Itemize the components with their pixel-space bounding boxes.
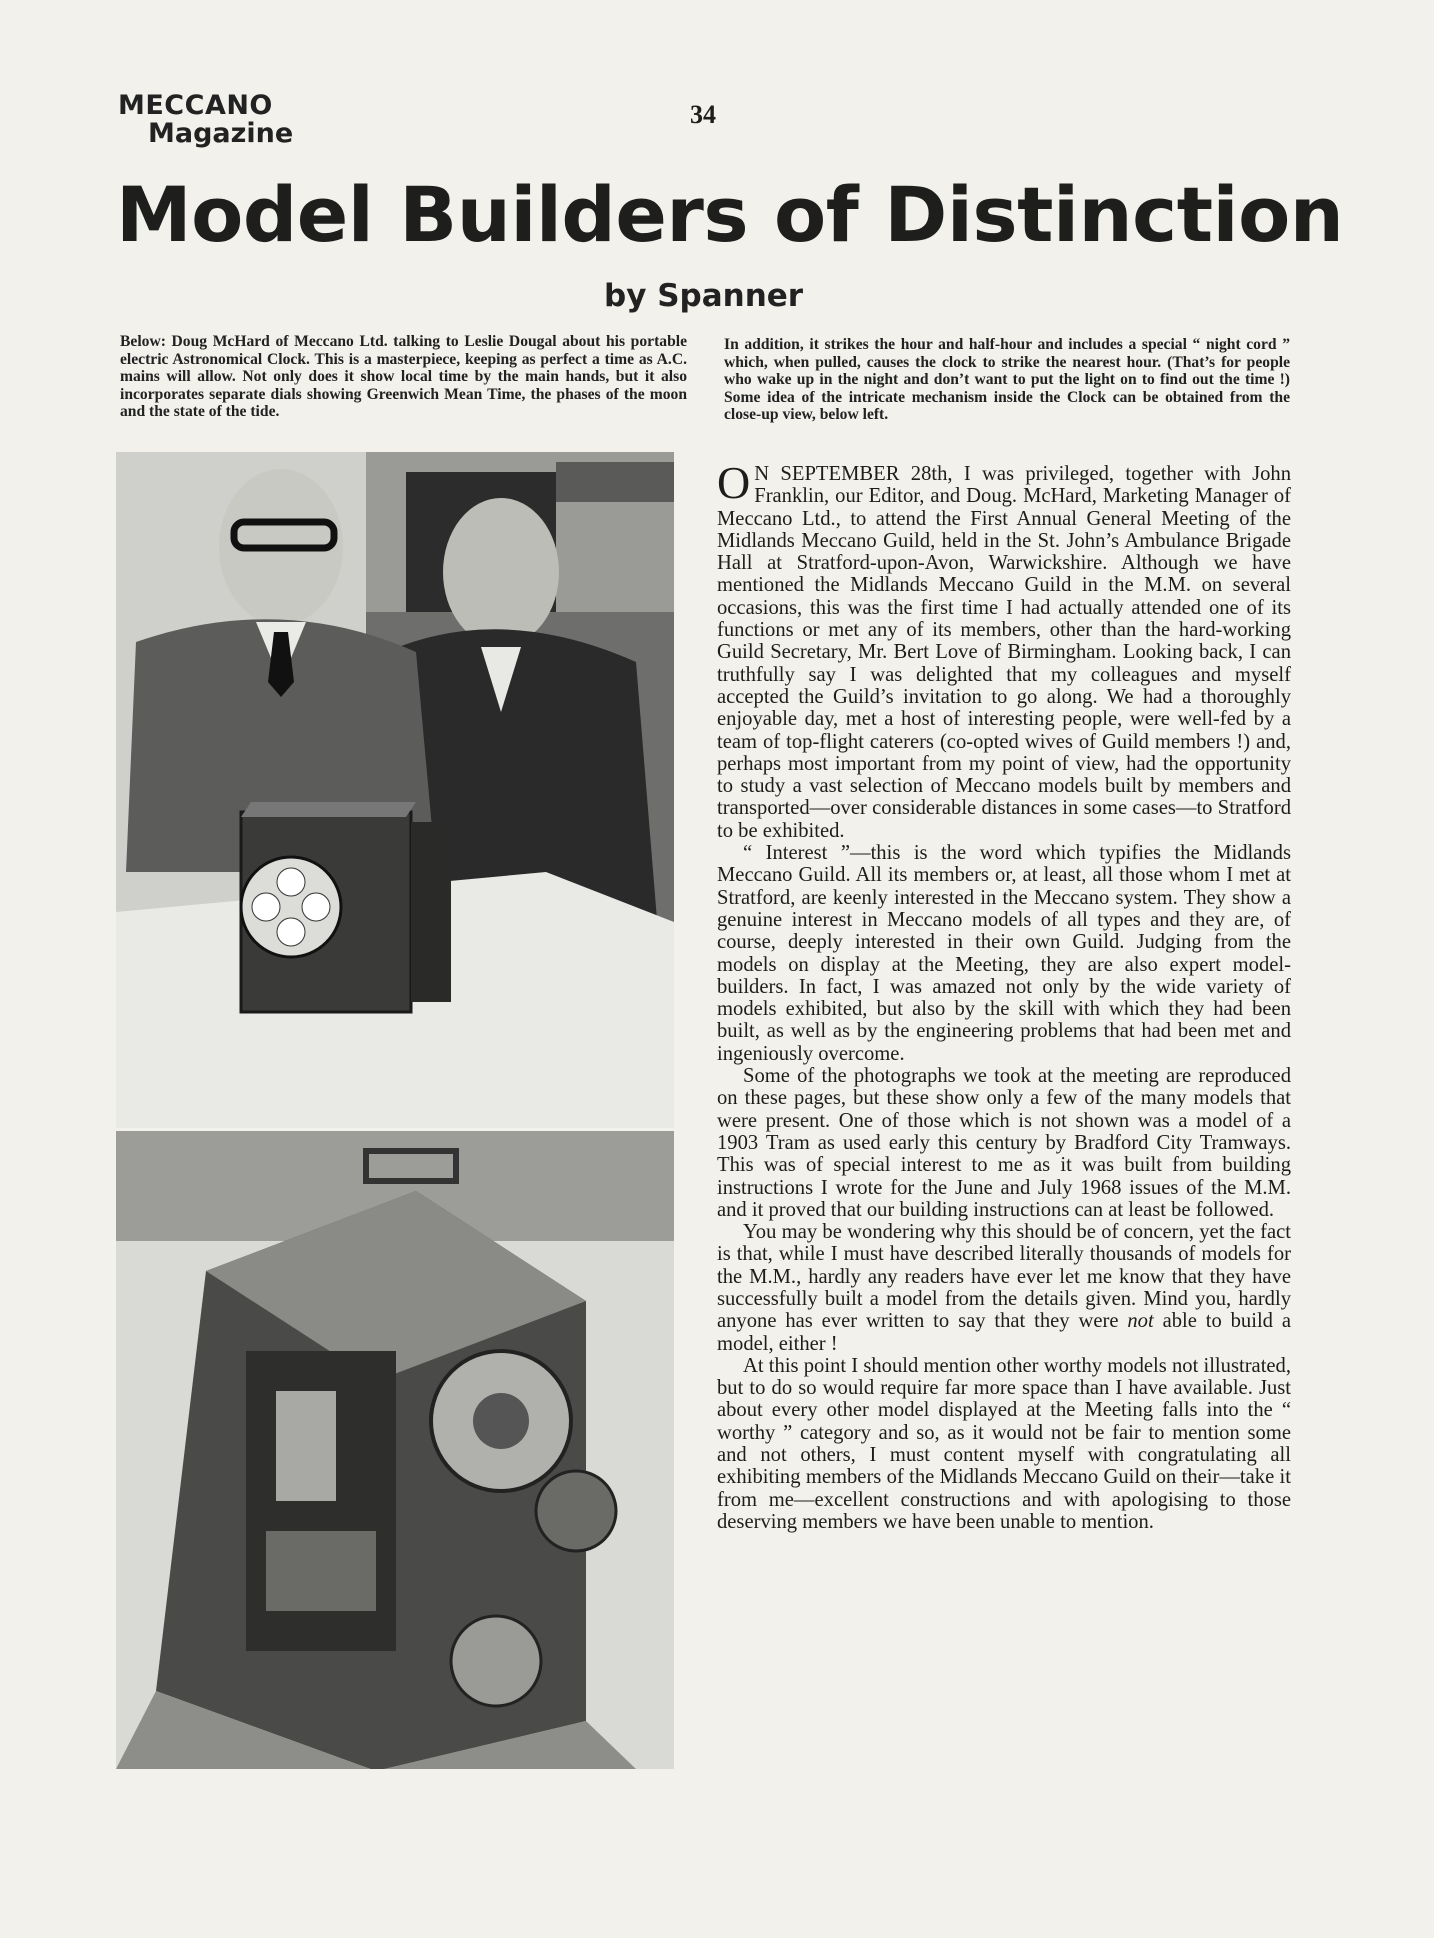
article-paragraph: “ Interest ”—this is the word which typifies the Midlands Meccano Guild. All its members or, at least, all those whom I met at Stratford, are keenly interested in the Meccano system. They show a genuine interest in Meccano models of all types and they are, of course, deeply interested in their own Guild. Judging from the models on display at the Meeting, they are also expert model-builders. In fact, I was amazed not only by the wide variety of models exhibited, but also by the skill with which they had been built, as well as by the engineering problems that had been met and ingeniously overcome. [717, 842, 1291, 1065]
article-paragraph-text: N SEPTEMBER 28th, I was privileged, together with John Franklin, our Editor, and Doug. McHard, Marketing Manager of Meccano Ltd., to attend the First Annual General Meeting of the Midlands Meccano Guild, held in the St. John’s Ambulance Brigade Hall at Stratford-upon-Avon, Warwickshire. Although we have mentioned the Midlands Meccano Guild in the M.M. on several occasions, this was the first time I had actually attended one of its functions or met any of its members, other than the hard-working Guild Secretary, Mr. Bert Love of Birmingham. Looking back, I can truthfully say I was delighted that my colleagues and myself accepted the Guild’s invitation to go along. We had a thoroughly enjoyable day, met a host of interesting people, were well-fed by a team of top-flight caterers (co-opted wives of Guild members !) and, perhaps most important from my point of view, had the opportunity to study a vast selection of Meccano models built by members and transported—over considerable distances in some cases—to Stratford to be exhibited. [717, 463, 1291, 842]
drop-cap: O [717, 457, 751, 508]
page-number: 34 [690, 100, 716, 129]
magazine-masthead [118, 92, 293, 149]
emphasis-text: not [1127, 1310, 1154, 1333]
article-paragraph: At this point I should mention other worthy models not illustrated, but to do so would require far more space than I have available. Just about every other model displayed at the Meeting falls into the “ worthy ” category and so, as it would not be fair to mention some and not others, I must content myself with congratulating all exhibiting members of the Midlands Meccano Guild on their—take it from me—excellent constructions and with apologising to those deserving members we have been unable to mention. [717, 1354, 1291, 1533]
article-paragraph [717, 457, 1291, 842]
article-body [717, 457, 1291, 1533]
article-paragraph-text: You may be wondering why this should be of concern, yet the fact is that, while I must have described literally thousands of models for the M.M., hardly any readers have ever let me know that they have successfully built a model from the details given. Mind you, hardly anyone has ever written to say that they were [717, 1221, 1291, 1333]
photo-caption-right: In addition, it strikes the hour and half-hour and includes a special “ night cord ” which, when pulled, causes the clock to strike the nearest hour. (That’s for people who wake up in the night and don’t want to put the light on to find out the time !) Some idea of the intricate mechanism inside the Clock can be obtained from the close-up view, below left. [724, 336, 1290, 424]
masthead-line-1: MECCANO [118, 90, 273, 121]
photo-men-with-clock [116, 452, 674, 1128]
article-paragraph-text: able to build a model, either ! [717, 1310, 1291, 1355]
masthead-line-2: Magazine [148, 118, 294, 150]
headline: Model Builders of Distinction [116, 170, 1344, 259]
article-paragraph [717, 1221, 1291, 1355]
byline: by Spanner [604, 278, 804, 314]
photo-caption-left: Below: Doug McHard of Meccano Ltd. talking to Leslie Dougal about his portable electric Astronomical Clock. This is a masterpiece, keeping as perfect a time as A.C. mains will allow. Not only does it show local time by the main hands, but it also incorporates separate dials showing Greenwich Mean Time, the phases of the moon and the state of the tide. [120, 333, 687, 421]
photo-clock-mechanism [116, 1131, 674, 1769]
article-paragraph: Some of the photographs we took at the meeting are reproduced on these pages, but these show only a few of the many models that were present. One of those which is not shown was a model of a 1903 Tram as used early this century by Bradford City Tramways. This was of special interest to me as it was built from building instructions I wrote for the June and July 1968 issues of the M.M. and it proved that our building instructions can at least be followed. [717, 1065, 1291, 1221]
